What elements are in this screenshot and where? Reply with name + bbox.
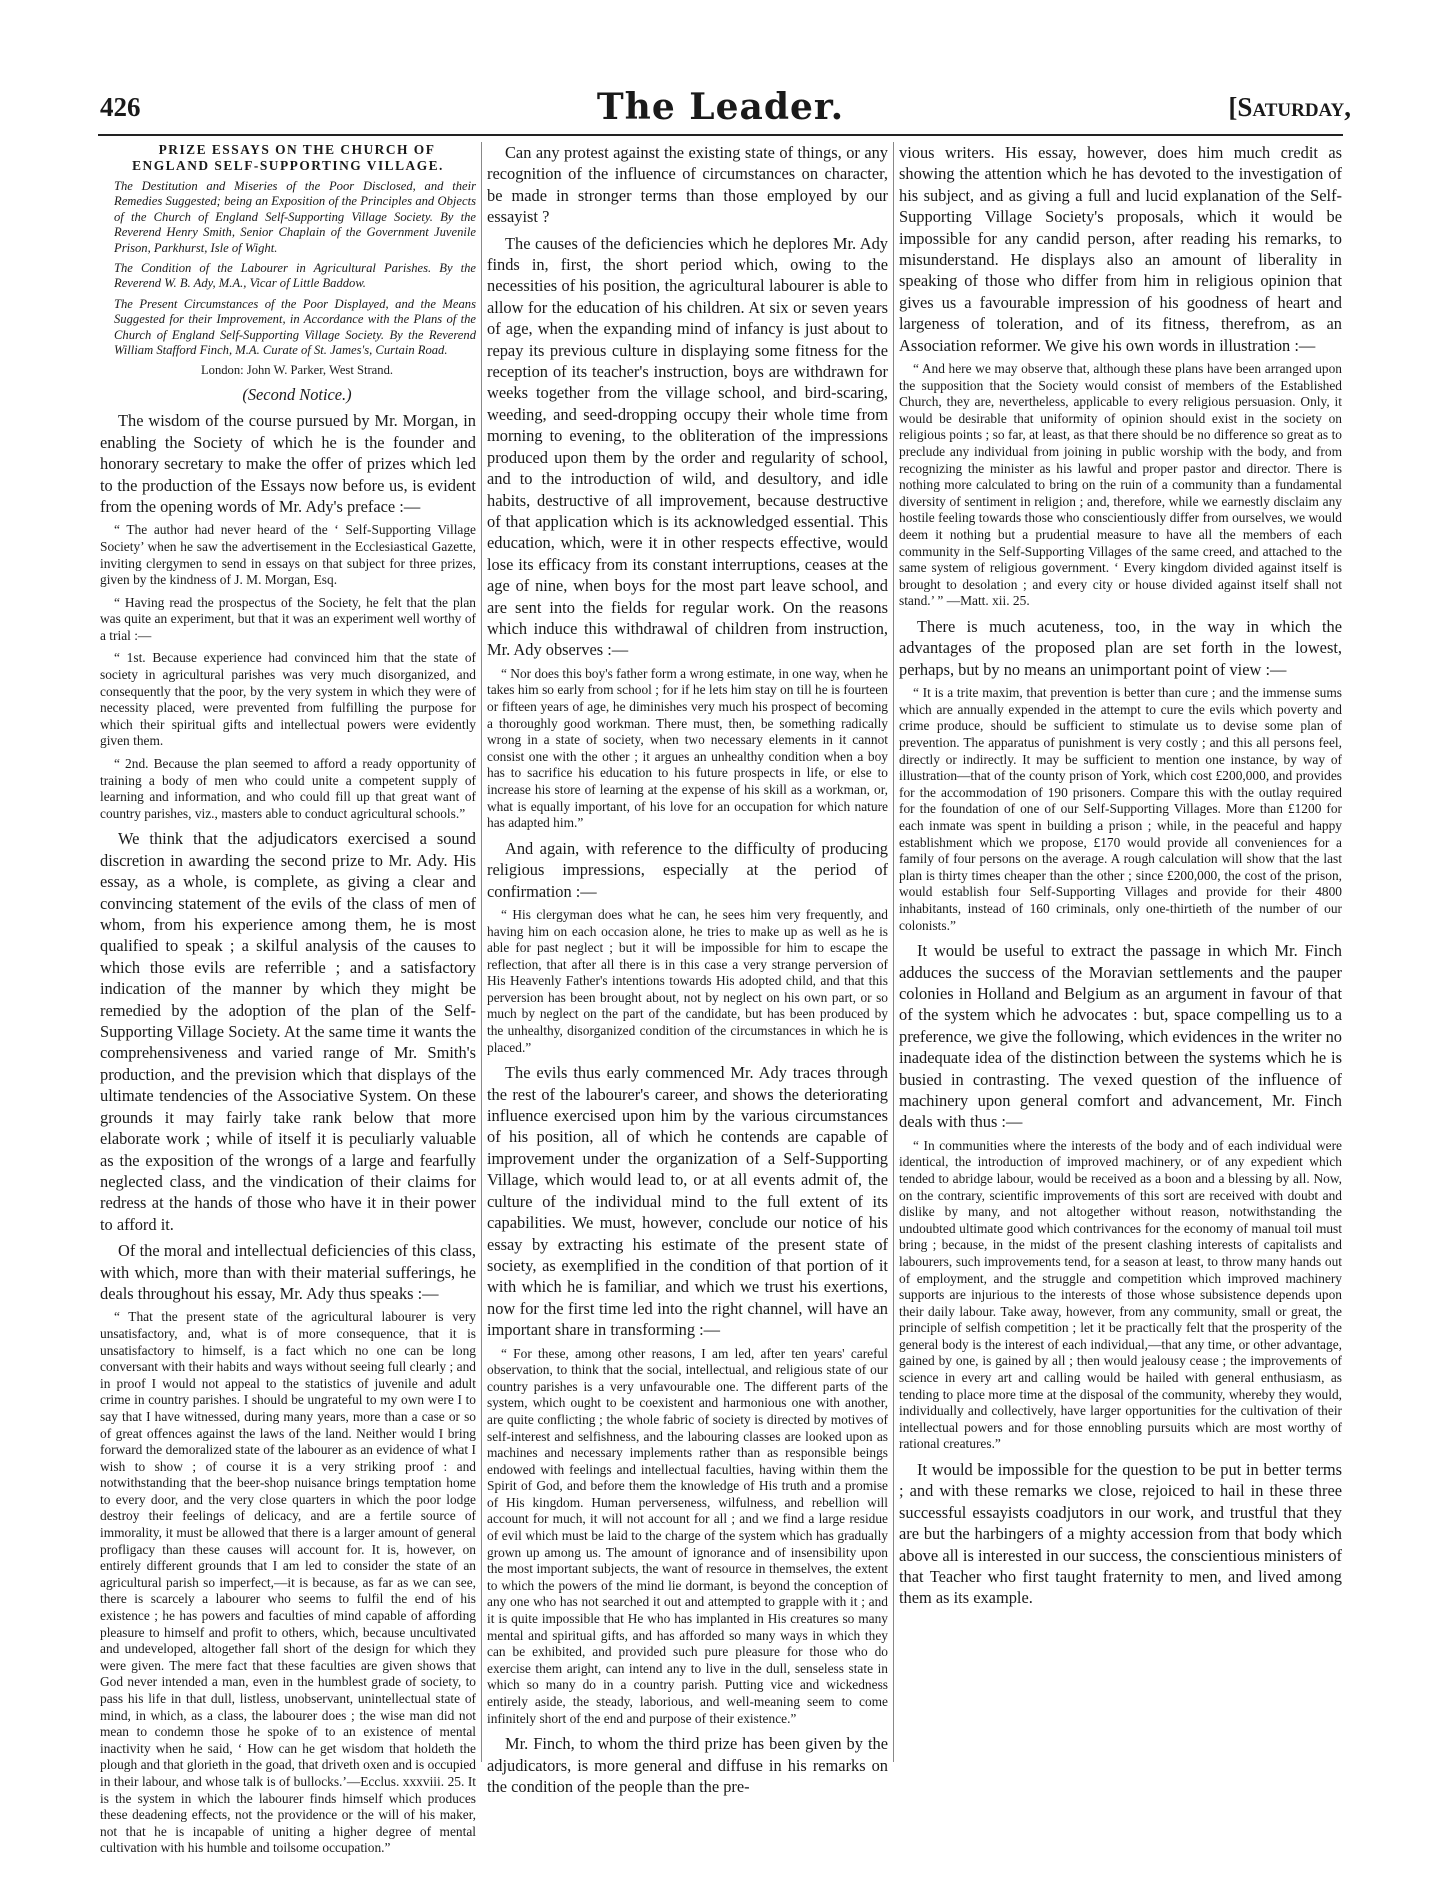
paragraph: And again, with reference to the difficulty of producing religious impressions, especially at the period of confirmation :— (487, 838, 888, 901)
masthead: The Leader. (596, 86, 845, 128)
quotation: “ Having read the prospectus of the Society, he felt that the plan was quite an experiment, but that it was an experiment well worthy of a trial :— (100, 594, 476, 643)
quotation: “ That the present state of the agricultural labourer is very unsatisfactory, and, what is of more consequence, that it is unsatisfactory to himself, is a fact which no one can be long conversant with their habits and ways without seeing full clearly ; and in proof I would not appeal to the statistics of juvenile and adult crime in country parishes. I should be ungrateful to my own were I to say that I have witnessed, during many years, more than a case or so of great offences against the laws of the land. Neither would I bring forward the demoralized state of the labourer as an evidence of what I wish to show ; of course it is a very striking proof : and notwithstanding that the beer-shop nuisance brings temptation home to every door, and the very close quarters in which the poor lodge destroy their feelings of delicacy, and are a fertile source of immorality, it must be allowed that there is a larger amount of general profligacy than these causes will account for. It is, however, on entirely different grounds that I am led to consider the state of an agricultural parish so imperfect,—it is because, as far as we can see, there is scarcely a labourer who seems to fulfil the end of his existence ; he has powers and faculties of mind capable of affording pleasure to himself and profit to others, which, because uncultivated and undeveloped, altogether fall short of the design for which they were given. The mere fact that these faculties are given shows that God never intended a man, even in the humblest grade of society, to pass his life in that dull, listless, unobservant, unintellectual state of mind, in which, as a class, the labourer does ; the wise man did not mean to condemn those he spoke of to an existence of mental inactivity when he said, ‘ How can he get wisdom that holdeth the plough and that glorieth in the goad, that driveth oxen and is occupied in their labour, and whose talk is of bullocks.’—Ecclus. xxxviii. 25. It is the system in which the labourer finds himself which produces these deadening effects, not the providence or the will of his maker, not that he is incapable of uniting a higher degree of mental cultivation with his humble and toilsome occupation.” (100, 1309, 476, 1856)
quotation: “ For these, among other reasons, I am led, after ten years' careful observation, to think that the social, intellectual, and religious state of our country parishes is a very unfavourable one. The different parts of the system, which ought to be coexistent and harmonious one with another, are quite conflicting ; the whole fabric of society is directed by motives of self-interest and selfishness, and the labouring classes are looked upon as machines and necessary implements rather than as responsible beings endowed with feelings and intellectual faculties, having within them the Spirit of God, and before them the knowledge of His truth and a promise of His kingdom. Human perverseness, wilfulness, and rebellion will account for much, it will not account for all ; and we find a large residue of evil which must be laid to the charge of the system which has gradually grown up among us. The amount of ignorance and of insensibility upon the most important subjects, the want of resource in themselves, the extent to which the powers of the mind lie dormant, is beyond the conception of any one who has not searched it out and attempted to grapple with it ; and it is quite impossible that He who has implanted in His creatures so many mental and spiritual gifts, and has afforded so many ways in which they can be exhibited, and provided such pure pleasure for those who do exercise them aright, can intend any to live in the dull, senseless state in which so many do in a country parish. Putting vice and wickedness entirely aside, the steady, laborious, and well-meaning seem to come infinitely short of the end and purpose of their existence.” (487, 1345, 888, 1726)
paragraph: Of the moral and intellectual deficiencies of this class, with which, more than with their material sufferings, he deals throughout his essay, Mr. Ady thus speaks :— (100, 1241, 476, 1303)
quotation: “ 2nd. Because the plan seemed to afford a ready opportunity of training a body of men who could unite a competent supply of learning and information, and who could fill up that great want of country parishes, viz., masters able to conduct agricultural schools.” (100, 756, 476, 821)
page-number: 426 (100, 92, 141, 122)
column-1 (100, 142, 476, 1856)
column-2 (487, 142, 888, 1842)
column-3 (899, 142, 1342, 1842)
quotation: “ The author had never heard of the ‘ Self-Supporting Village Society’ when he saw the advertisement in the Ecclesiastical Gazette, inviting clergymen to send in essays on that subject for three prizes, given by the kindness of J. M. Morgan, Esq. (100, 522, 476, 588)
paragraph: It would be impossible for the question to be put in better terms ; and with these remarks we close, rejoiced to hail in these three successful essayists coadjutors in our work, and trustful that they are but the harbingers of a mighty accession from that body which above all is interested in our success, the conscientious ministers of that Teacher who first taught fraternity to men, and lived among them as its example. (899, 1460, 1342, 1608)
quotation: “ It is a trite maxim, that prevention is better than cure ; and the immense sums which are annually expended in the attempt to cure the evils which poverty and crime produce, should be sufficient to stimulate us to devise some plan of prevention. The apparatus of punishment is very costly ; and this all persons feel, directly or indirectly. It may be sufficient to mention one instance, by way of illustration—that of the county prison of York, which cost £200,000, and provides for the accommodation of 190 prisoners. Compare this with the outlay required for the foundation of one of our Self-Supporting Villages. More than £1200 for each inmate was spent in building a prison ; while, in the peaceful and happy establishment which we propose, £170 would provide all conveniences for a family of four persons on the average. A rough calculation will show that the last plan is thirty times cheaper than the other ; since £200,000, the cost of the prison, would establish four Self-Supporting Villages and provide for their 4800 inhabitants, instead of 160 criminals, only one-thirtieth of the number of our colonists.” (899, 685, 1342, 933)
bibliography-entry: The Destitution and Miseries of the Poor Disclosed, and their Remedies Suggested; being an Exposition of the Principles and Objects of the Church of England Self-Supporting Village Society. By the Reverend Henry Smith, Senior Chaplain of the Government Juvenile Prison, Parkhurst, Isle of Wight. (114, 179, 476, 255)
paragraph: The causes of the deficiencies which he deplores Mr. Ady finds in, first, the short period which, owing to the necessities of his position, the agricultural labourer is able to allow for the education of his children. At six or seven years of age, when the expanding mind of infancy is just about to repay its previous culture in displaying some fitness for the reception of its teacher's instruction, boys are withdrawn for weeks together from the village school, and bird-scaring, weeding, and seed-dropping occupy their whole time from morning to evening, to the obliteration of the impressions produced upon them by the order and regularity of school, and to the introduction of wild, and desultory, and idle habits, destructive of all improvement, because destructive of that application which is its acknowledged essential. This education, which, were it in other respects effective, would lose its efficacy from its constant interruptions, ceases at the age of nine, when boys for the most part leave school, and are sent into the fields for regular work. On the reasons which induce this withdrawal of children from instruction, Mr. Ady observes :— (487, 233, 888, 660)
paragraph: It would be useful to extract the passage in which Mr. Finch adduces the success of the Moravian settlements and the pauper colonies in Holland and Belgium as an argument in favour of that of the system which he advocates : but, space compelling us to a preference, we give the following, which evidences in the writer no inadequate idea of the distinction between the systems which he is busied in contrasting. The vexed question of the influence of machinery upon general comfort and advancement, Mr. Finch deals with thus :— (899, 941, 1342, 1132)
quotation: “ In communities where the interests of the body and of each individual were identical, the introduction of improved machinery, or of any expedient which tended to abridge labour, would be received as a boon and a blessing by all. Now, on the contrary, scientific improvements of this sort are received with doubt and dislike by many, and not altogether without reason, notwithstanding the undoubted ultimate good which contrivances for the economy of manual toil must bring ; because, in the midst of the present clashing interests of capitalists and labourers, such improvements tend, for a season at least, to throw many hands out of employment, and the struggle and competition which improved machinery supports are injurious to the interests of those whose subsistence depends upon their daily labour. Take away, however, from any community, small or great, the principle of selfish competition ; let it be practically felt that the prosperity of the general body is the interest of each individual,—that any time, or other advantage, gained by one, is gained by all ; then would jealousy cease ; the improvements of science in every art and calling would be hailed with general enthusiasm, as tending to place more time at the disposal of the community, whereby they would, individually and collectively, have larger opportunities for the cultivation of their intellectual powers and for those ennobling pursuits which are most worthy of rational creatures.” (899, 1137, 1342, 1452)
issue-day: [Saturday, (1228, 92, 1351, 122)
paragraph: The wisdom of the course pursued by Mr. Morgan, in enabling the Society of which he is the founder and honorary secretary to make the offer of prizes which led to the production of the Essays now before us, is evident from the opening words of Mr. Ady's preface :— (100, 411, 476, 516)
notice-label: (Second Notice.) (242, 384, 352, 404)
paragraph: Mr. Finch, to whom the third prize has been given by the adjudicators, is more general and diffuse in his remarks on the condition of the people than the pre- (487, 1734, 888, 1796)
paragraph: vious writers. His essay, however, does him much credit as showing the attention which he has devoted to the investigation of his subject, and as giving a full and lucid explanation of the Self-Supporting Village Society's proposals, which it would be impossible for any candid person, after reading his remarks, to misunderstand. He displays also an amount of liberality in speaking of those who differ from him in religious opinion that gives us a favourable impression of his goodness of heart and largeness of toleration, and of its fitness, therefrom, as an Association reformer. We give his own words in illustration :— (899, 143, 1342, 355)
paragraph: We think that the adjudicators exercised a sound discretion in awarding the second prize to Mr. Ady. His essay, as a whole, is complete, as giving a clear and convincing statement of the evils of the class of men of whom, from his experience among them, he is most qualified to speak ; a skilful analysis of the causes to which those evils are referrible ; and a satisfactory indication of the manner by which they might be remedied by the adoption of the plan of the Self-Supporting Village Society. At the same time it wants the comprehensiveness and varied range of Mr. Smith's production, and the prevision which that displays of the ultimate tendencies of the Associative System. On these grounds it may fairly take rank below that more elaborate work ; while of itself it is peculiarly valuable as the exposition of the wrongs of a large and fearfully neglected class, and the vindication of their claims for redress at the hands of those who have it in their power to afford it. (100, 829, 476, 1234)
publisher-line: London: John W. Parker, West Strand. (200, 363, 394, 378)
header-rule (98, 134, 1343, 136)
bibliography-entry: The Condition of the Labourer in Agricultural Parishes. By the Reverend W. B. Ady, M.A., Vicar of Little Baddow. (114, 261, 476, 291)
quotation: “ His clergyman does what he can, he sees him very frequently, and having him on each occasion alone, he tries to make up as well as he is able for past neglect ; but it will be impossible for him to escape the reflection, that after all there is in this case a very strange perversion of His Heavenly Father's intentions towards His adopted child, and that this perversion has been brought about, not by neglect on his own part, or so much by neglect on the part of the candidate, but has been produced by the unhealthy, disorganized condition of the circumstances in which he is placed.” (487, 906, 888, 1055)
paragraph: There is much acuteness, too, in the way in which the advantages of the proposed plan are set forth in the lowest, perhaps, but by no means an unimportant point of view :— (899, 616, 1342, 679)
column-divider (893, 142, 894, 1762)
column-divider (481, 142, 482, 1762)
paragraph: The evils thus early commenced Mr. Ady traces through the rest of the labourer's career, and shows the deteriorating influence exercised upon him by the various circumstances of his position, all of which he contends are capable of improvement under the organization of a Self-Supporting Village, which would lead to, or at all events admit of, the culture of the individual mind to the full extent of its capabilities. We must, however, conclude our notice of his essay by extracting his estimate of the present state of society, as exemplified in the condition of that portion of it with which he is familiar, and which we trust his exertions, now for the first time led into the right channel, will have an important share in transforming :— (487, 1063, 888, 1340)
quotation: “ And here we may observe that, although these plans have been arranged upon the supposition that the Society would consist of members of the Established Church, they are, nevertheless, applicable to every religious persuasion. Only, it would be desirable that uniformity of opinion should exist in the society on religious points ; so far, at least, as that there should be no difference so great as to preclude any individual from joining in public worship with the body, and from recognizing the minister as his lawful and proper pastor and director. There is nothing more calculated to bring on the ruin of a community than a fundamental diversity of sentiment in religion ; and, therefore, while we earnestly disclaim any hostile feeling towards those who conscientiously differ from ourselves, we would deem it nothing but a prudential measure to have all the members of each community in the Self-Supporting Villages of the same creed, and attached to the same system of religious government. ‘ Every kingdom divided against itself is brought to desolation ; and every city or house divided against itself shall not stand.’ ” —Matt. xii. 25. (899, 361, 1342, 609)
bibliography-entry: The Present Circumstances of the Poor Displayed, and the Means Suggested for their Improvement, in Accordance with the Plans of the Church of England Self-Supporting Village Society. By the Reverend William Stafford Finch, M.A. Curate of St. James's, Curtain Road. (114, 296, 476, 358)
quotation: “ Nor does this boy's father form a wrong estimate, in one way, when he takes him so early from school ; for if he lets him stay on till he is fourteen or fifteen years of age, he diminishes very much his prospect of becoming a thoroughly good workman. There must, then, be something radically wrong in a state of society, when two necessary elements in it cannot consist one with the other ; it argues an unhealthy condition when a boy has to sacrifice his education to his future prospects in life, or else to increase his store of learning at the expense of his skill as a workman, or, what is equally important, of his love for an occupation for which nature has adapted him.” (487, 665, 888, 831)
article-heading: PRIZE ESSAYS ON THE CHURCH OF ENGLAND SELF-SUPPORTING VILLAGE. (132, 142, 444, 173)
quotation: “ 1st. Because experience had convinced him that the state of society in agricultural parishes was very much disorganized, and consequently that the poor, by the very system in which they were of necessity placed, were prevented from fulfilling the purpose for which their spiritual gifts and intellectual powers were evidently given them. (100, 650, 476, 749)
paragraph: Can any protest against the existing state of things, or any recognition of the influence of circumstances on character, be made in stronger terms than those employed by our essayist ? (487, 143, 888, 227)
